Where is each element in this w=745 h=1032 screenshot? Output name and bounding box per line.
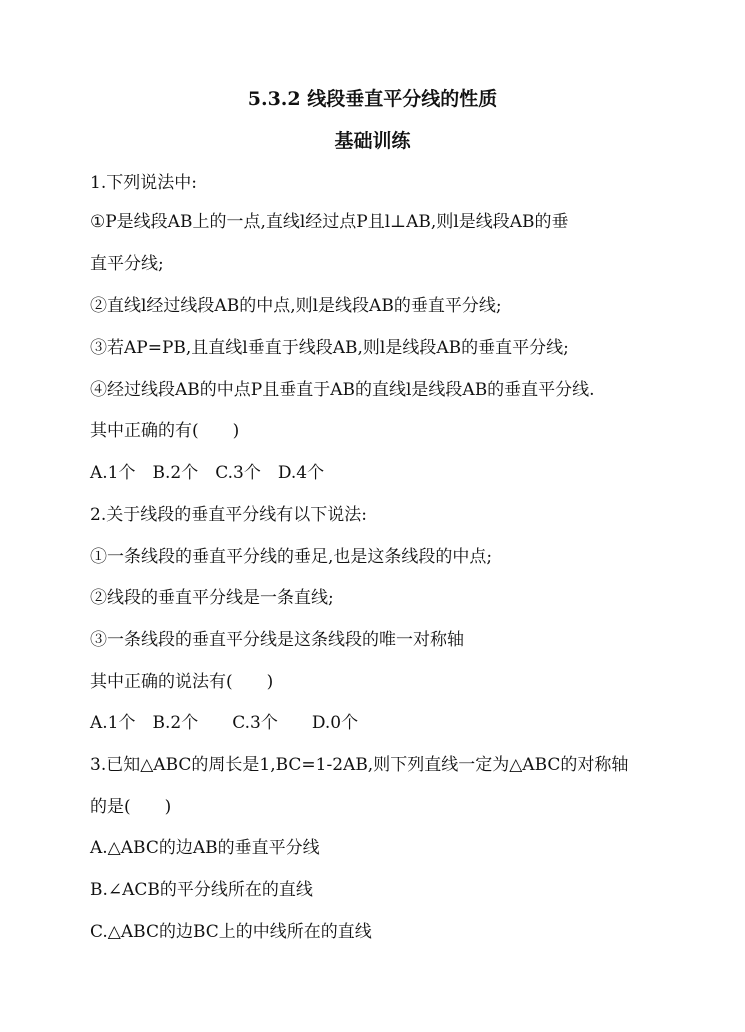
document-subtitle: 基础训练	[334, 130, 411, 152]
question-1-statement-4: ④经过线段AB的中点P且垂直于AB的直线l是线段AB的垂直平分线.	[90, 380, 595, 400]
question-2-options: A.1个 B.2个 C.3个 D.0个	[90, 713, 359, 733]
question-3-option-b: B.∠ACB的平分线所在的直线	[90, 880, 313, 900]
question-1-options: A.1个 B.2个 C.3个 D.4个	[90, 463, 325, 483]
document-title: 5.3.2 线段垂直平分线的性质	[247, 88, 498, 110]
question-1-statement-2: ②直线l经过线段AB的中点,则l是线段AB的垂直平分线;	[90, 296, 502, 316]
question-2-statement-1: ①一条线段的垂直平分线的垂足,也是这条线段的中点;	[90, 547, 493, 567]
question-2-statement-3: ③一条线段的垂直平分线是这条线段的唯一对称轴	[90, 630, 464, 650]
question-2-stem: 2.关于线段的垂直平分线有以下说法:	[90, 505, 367, 525]
question-1-stem: 1.下列说法中:	[90, 173, 197, 193]
question-2-prompt: 其中正确的说法有( )	[90, 672, 274, 692]
question-1-statement-1: ①P是线段AB上的一点,直线l经过点P且l⊥AB,则l是线段AB的垂	[90, 212, 569, 232]
question-1-prompt: 其中正确的有( )	[90, 421, 240, 441]
question-3-option-a: A.△ABC的边AB的垂直平分线	[90, 838, 320, 858]
question-3-stem-cont: 的是( )	[90, 797, 172, 817]
question-2-statement-2: ②线段的垂直平分线是一条直线;	[90, 588, 334, 608]
question-1-statement-1-cont: 直平分线;	[90, 254, 164, 274]
question-3-stem: 3.已知△ABC的周长是1,BC=1-2AB,则下列直线一定为△ABC的对称轴	[90, 755, 629, 775]
question-1-statement-3: ③若AP=PB,且直线l垂直于线段AB,则l是线段AB的垂直平分线;	[90, 338, 569, 358]
question-3-option-c: C.△ABC的边BC上的中线所在的直线	[90, 922, 372, 942]
